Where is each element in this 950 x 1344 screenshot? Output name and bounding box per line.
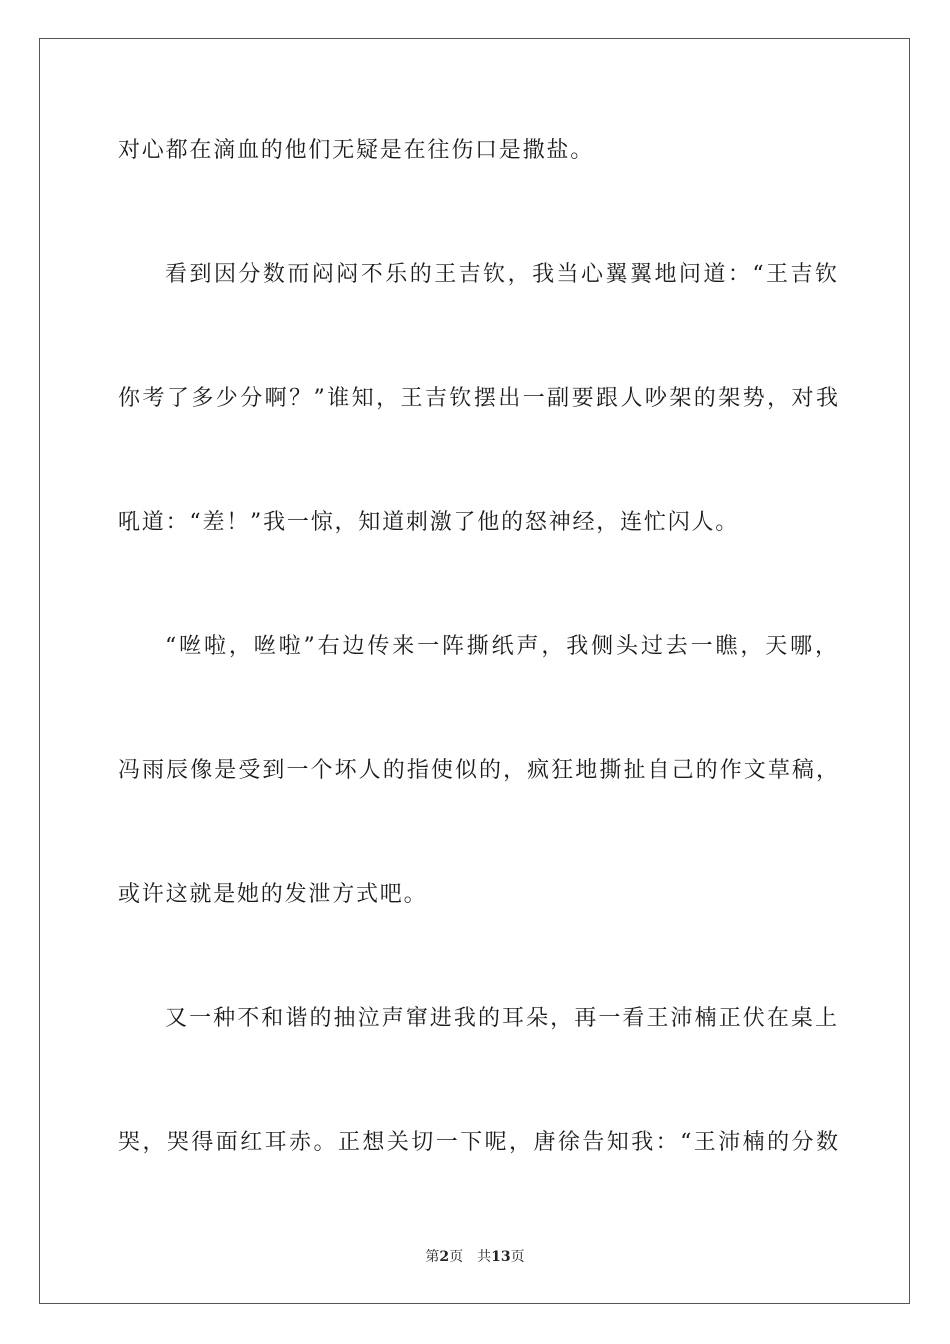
text-line-6: 冯雨辰像是受到一个坏人的指使似的，疯狂地撕扯自己的作文草稿， xyxy=(118,758,838,783)
page-prefix: 第 xyxy=(425,1249,440,1265)
text-line-7: 或许这就是她的发泄方式吧。 xyxy=(118,882,428,907)
text-line-3: 你考了多少分啊？”谁知，王吉钦摆出一副要跟人吵架的架势，对我 xyxy=(118,386,838,411)
text-line-8: 又一种不和谐的抽泣声窜进我的耳朵，再一看王沛楠正伏在桌上 xyxy=(165,1006,837,1031)
total-suffix: 页 xyxy=(510,1249,525,1265)
text-line-1: 对心都在滴血的他们无疑是在往伤口是撒盐。 xyxy=(118,138,595,163)
page-footer xyxy=(0,1248,950,1266)
text-line-9: 哭，哭得面红耳赤。正想关切一下呢，唐徐告知我：“王沛楠的分数 xyxy=(118,1130,838,1155)
page-border xyxy=(39,38,910,1304)
total-pages: 13 xyxy=(491,1249,511,1265)
total-prefix: 共 xyxy=(477,1249,492,1265)
text-line-5: “咝啦，咝啦”右边传来一阵撕纸声，我侧头过去一瞧，天哪， xyxy=(165,634,837,659)
page-suffix: 页 xyxy=(449,1249,464,1265)
text-line-4: 吼道：“差！”我一惊，知道刺激了他的怒神经，连忙闪人。 xyxy=(118,510,740,535)
page-number: 2 xyxy=(439,1249,450,1265)
text-line-2: 看到因分数而闷闷不乐的王吉钦，我当心翼翼地问道：“王吉钦 xyxy=(165,262,837,287)
